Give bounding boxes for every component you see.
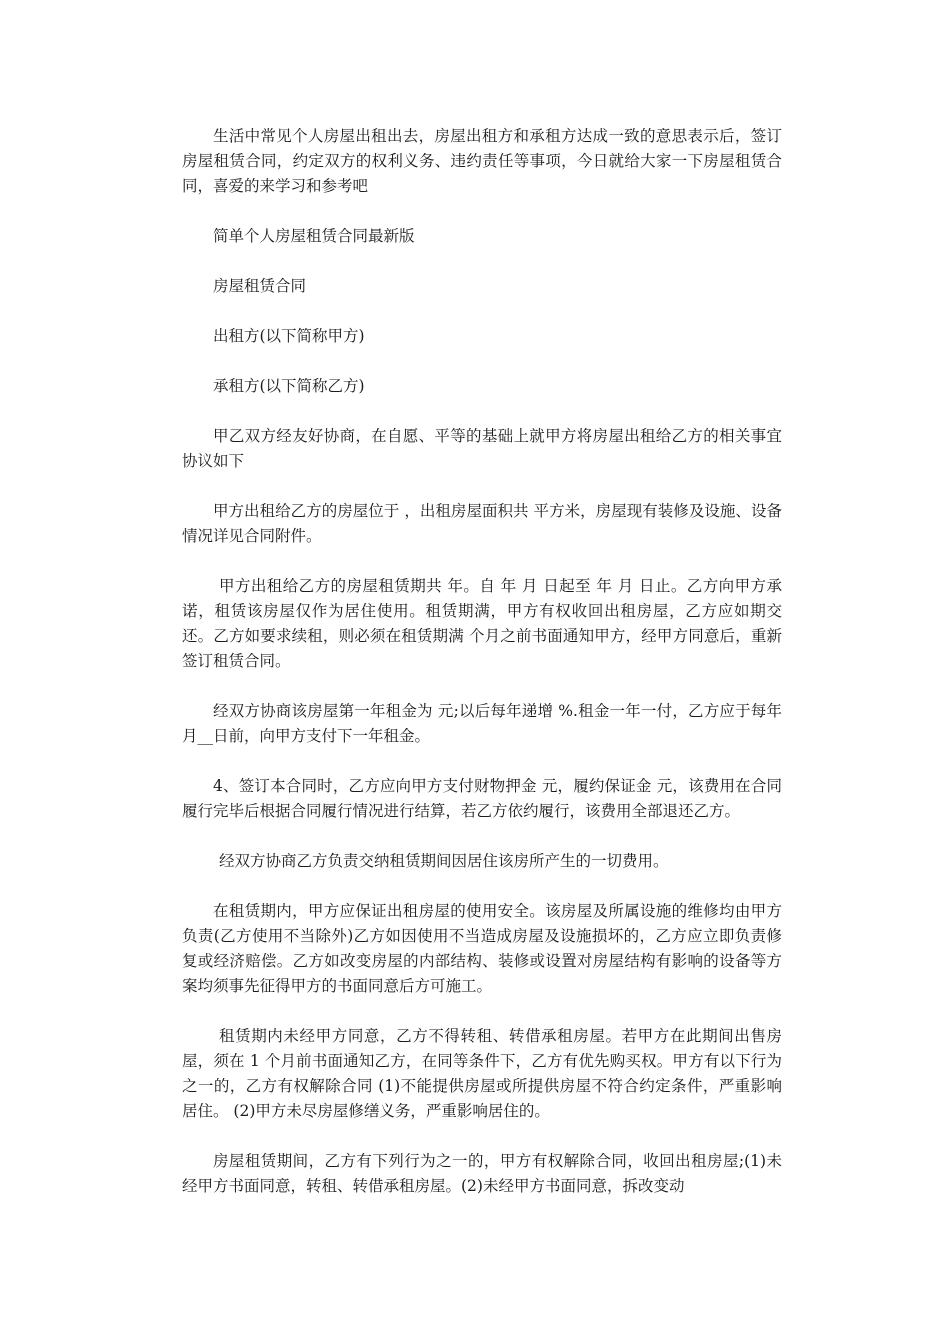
agreement-preamble: 甲乙双方经友好协商，在自愿、平等的基础上就甲方将房屋出租给乙方的相关事宜协议如下 bbox=[182, 427, 782, 470]
clause-maintenance: 在租赁期内，甲方应保证出租房屋的使用安全。该房屋及所属设施的维修均由甲方负责(乙方使用不当除外)乙方如因使用不当造成房屋及设施损坏的，乙方应立即负责修复或经济赔偿。乙方如改变房屋的内部结构、装修或设置对房屋结构有影响的设备等方案均须事先征得甲方的书面同意后方可施工。 bbox=[182, 902, 782, 995]
clause-lease-term: 甲方出租给乙方的房屋租赁期共 年。自 年 月 日起至 年 月 日止。乙方向甲方承诺，租赁该房屋仅作为居住使用。租赁期满，甲方有权收回出租房屋，乙方应如期交还。乙方如要求续租，则必须在租赁期满 个月之前书面通知甲方，经甲方同意后，重新签订租赁合同。 bbox=[182, 577, 782, 670]
document-heading: 简单个人房屋租赁合同最新版 bbox=[213, 227, 415, 245]
clause-deposit: 4、签订本合同时，乙方应向甲方支付财物押金 元，履约保证金 元，该费用在合同履行完毕后根据合同履行情况进行结算，若乙方依约履行，该费用全部退还乙方。 bbox=[182, 777, 782, 820]
clause-termination: 房屋租赁期间，乙方有下列行为之一的，甲方有权解除合同，收回出租房屋;(1)未经甲方书面同意，转租、转借承租房屋。(2)未经甲方书面同意，拆改变动 bbox=[182, 1152, 782, 1195]
lessee-line: 承租方(以下简称乙方) bbox=[213, 377, 365, 395]
lessor-line: 出租方(以下简称甲方) bbox=[213, 327, 365, 345]
contract-title: 房屋租赁合同 bbox=[213, 277, 307, 295]
clause-sublease: 租赁期内未经甲方同意，乙方不得转租、转借承租房屋。若甲方在此期间出售房屋，须在 1 个月前书面通知乙方，在同等条件下，乙方有优先购买权。甲方有以下行为之一的，乙方有权解除合同 (1)不能提供房屋或所提供房屋不符合约定条件，严重影响居住。 (2)甲方未尽房屋修缮义务，严重影响居住的。 bbox=[182, 1027, 782, 1120]
document-body bbox=[182, 124, 782, 1224]
intro-paragraph: 生活中常见个人房屋出租出去，房屋出租方和承租方达成一致的意思表示后，签订房屋租赁合同，约定双方的权利义务、违约责任等事项，今日就给大家一下房屋租赁合同，喜爱的来学习和参考吧 bbox=[182, 127, 782, 195]
clause-fees: 经双方协商乙方负责交纳租赁期间因居住该房所产生的一切费用。 bbox=[219, 852, 669, 870]
clause-rent: 经双方协商该房屋第一年租金为 元;以后每年递增 %.租金一年一付，乙方应于每年 月__日前，向甲方支付下一年租金。 bbox=[182, 702, 782, 745]
clause-property-location: 甲方出租给乙方的房屋位于 ，出租房屋面积共 平方米，房屋现有装修及设施、设备情况详见合同附件。 bbox=[182, 502, 782, 545]
